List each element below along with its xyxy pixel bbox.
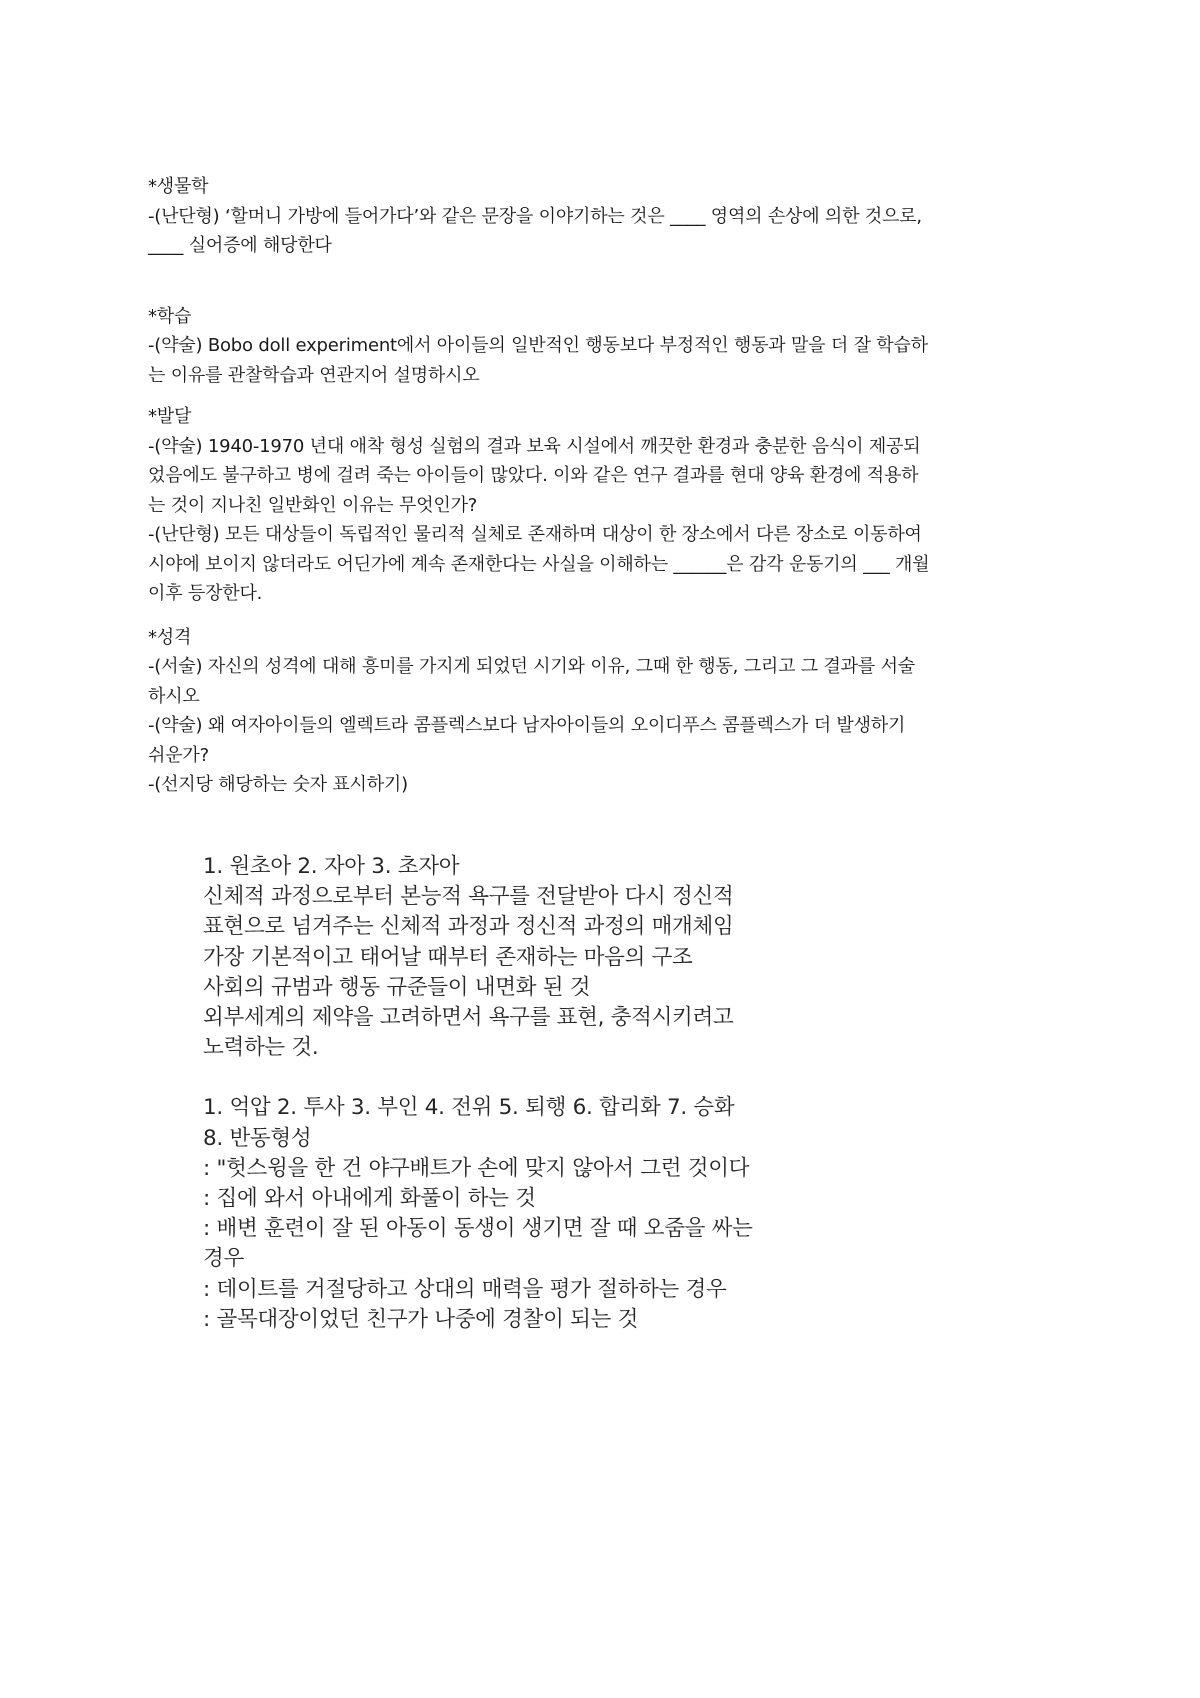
scan-blank-line xyxy=(203,1063,823,1093)
question-line: -(난단형) ‘할머니 가방에 들어가다’와 같은 문장을 이야기하는 것은 ____ 영역의 손상에 의한 것으로, xyxy=(148,205,922,227)
scan-line: 외부세계의 제약을 고려하면서 욕구를 표현, 충적시키려고 xyxy=(203,1005,734,1031)
section-biology xyxy=(148,172,1068,261)
section-title: *생물학 xyxy=(148,176,209,197)
document-body xyxy=(148,172,1068,800)
scan-line: : 배변 훈련이 잘 된 아동이 동생이 생기면 잘 때 오줌을 싸는 xyxy=(203,1216,753,1242)
scan-line: 신체적 과정으로부터 본능적 욕구를 전달받아 다시 정신적 xyxy=(203,884,734,910)
question-line: 쉬운가? xyxy=(148,744,209,766)
question-line: -(선지당 해당하는 숫자 표시하기) xyxy=(148,774,408,795)
question-line: 는 이유를 관찰학습과 연관지어 설명하시오 xyxy=(148,364,480,386)
section-title: *학습 xyxy=(148,305,192,327)
scan-line: : 골목대장이었던 친구가 나중에 경찰이 되는 것 xyxy=(203,1306,639,1332)
section-development xyxy=(148,402,1068,609)
scan-line: 사회의 규범과 행동 규준들이 내면화 된 것 xyxy=(203,974,591,1000)
scan-line: : 데이트를 거절당하고 상대의 매력을 평가 절하하는 경우 xyxy=(203,1276,727,1302)
section-title: *발달 xyxy=(148,406,192,427)
question-line: -(약술) Bobo doll experiment에서 아이들의 일반적인 행동보다 부정적인 행동과 말을 더 잘 학습하 xyxy=(148,335,928,356)
question-line: 시야에 보이지 않더라도 어딘가에 계속 존재한다는 사실을 이해하는 ______은 감각 운동기의 ___ 개월 xyxy=(148,553,930,575)
question-line: 는 것이 지나친 일반화인 이유는 무엇인가? xyxy=(148,494,478,516)
section-title: *성격 xyxy=(148,626,192,648)
scan-line: 1. 원초아 2. 자아 3. 초자아 xyxy=(203,854,460,879)
question-line: 하시오 xyxy=(148,685,200,707)
scan-line: : "헛스윙을 한 건 야구배트가 손에 맞지 않아서 그런 것이다 xyxy=(203,1155,750,1181)
question-line: 이후 등장한다. xyxy=(148,583,263,604)
scan-line: 8. 반동형성 xyxy=(203,1125,312,1151)
question-line: -(약술) 왜 여자아이들의 엘렉트라 콤플렉스보다 남자아이들의 오이디푸스 콤플렉스가 더 발생하기 xyxy=(148,715,906,736)
question-line: 었음에도 불구하고 병에 걸려 죽는 아이들이 많았다. 이와 같은 연구 결과를 현대 양육 환경에 적용하 xyxy=(148,465,919,486)
question-line: ____ 실어증에 해당한다 xyxy=(148,235,332,256)
scan-line: 1. 억압 2. 투사 3. 부인 4. 전위 5. 퇴행 6. 합리화 7. 승화 xyxy=(203,1095,735,1121)
scanned-image-block xyxy=(203,852,823,1335)
section-learning xyxy=(148,302,1068,391)
question-line: -(난단형) 모든 대상들이 독립적인 물리적 실체로 존재하며 대상이 한 장소에서 다른 장소로 이동하여 xyxy=(148,524,922,545)
scan-line: 경우 xyxy=(203,1246,244,1272)
scan-line: 노력하는 것. xyxy=(203,1035,319,1061)
scan-line: 표현으로 넘겨주는 신체적 과정과 정신적 과정의 매개체임 xyxy=(203,914,734,940)
question-line: -(서술) 자신의 성격에 대해 흥미를 가지게 되었던 시기와 이유, 그때 한 행동, 그리고 그 결과를 서술 xyxy=(148,656,915,677)
scan-line: 가장 기본적이고 태어날 때부터 존재하는 마음의 구조 xyxy=(203,944,693,970)
scan-line: : 집에 와서 아내에게 화풀이 하는 것 xyxy=(203,1186,536,1212)
section-personality xyxy=(148,623,1068,800)
question-line: -(약술) 1940-1970 년대 애착 형성 실험의 결과 보육 시설에서 깨끗한 환경과 충분한 음식이 제공되 xyxy=(148,435,921,457)
